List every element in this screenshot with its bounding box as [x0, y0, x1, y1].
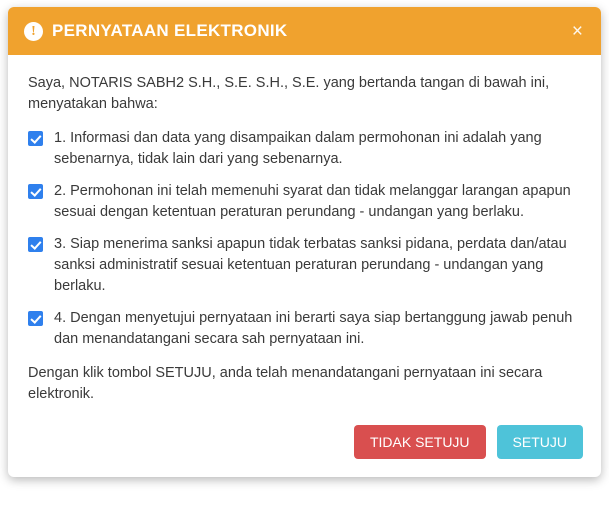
dialog-header — [8, 7, 601, 55]
statement-checkbox-3[interactable] — [28, 237, 43, 252]
statement-text-4: 4. Dengan menyetujui pernyataan ini berarti saya siap bertanggung jawab penuh dan menandatangani secara sah pernyataan ini. — [54, 310, 573, 348]
exclamation-icon: ! — [24, 22, 43, 41]
statement-checkbox-2[interactable] — [28, 184, 43, 199]
statement-list — [28, 128, 581, 350]
list-item — [28, 308, 581, 350]
dialog-footer — [8, 411, 601, 477]
agree-button[interactable]: SETUJU — [497, 425, 583, 459]
list-item — [28, 234, 581, 297]
dialog-body — [8, 55, 601, 411]
dialog-header-left — [24, 21, 568, 41]
close-icon[interactable]: × — [568, 20, 587, 43]
statement-text-2: 2. Permohonan ini telah memenuhi syarat dan tidak melanggar larangan apapun sesuai dengan ketentuan peraturan perundang - undangan yang berlaku. — [54, 183, 571, 221]
outro-text: Dengan klik tombol SETUJU, anda telah menandatangani pernyataan ini secara elektronik. — [28, 365, 543, 403]
list-item — [28, 128, 581, 170]
intro-text: Saya, NOTARIS SABH2 S.H., S.E. S.H., S.E. yang bertanda tangan di bawah ini, menyatakan bahwa: — [28, 75, 550, 113]
electronic-statement-dialog — [8, 7, 601, 477]
statement-checkbox-1[interactable] — [28, 131, 43, 146]
statement-text-1: 1. Informasi dan data yang disampaikan dalam permohonan ini adalah yang sebenarnya, tidak lain dari yang sebenarnya. — [54, 130, 542, 168]
dialog-title: PERNYATAAN ELEKTRONIK — [52, 21, 288, 40]
disagree-button[interactable]: TIDAK SETUJU — [354, 425, 486, 459]
statement-text-3: 3. Siap menerima sanksi apapun tidak terbatas sanksi pidana, perdata dan/atau sanksi administratif sesuai ketentuan peraturan perundang - undangan yang berlaku. — [54, 236, 567, 295]
list-item — [28, 181, 581, 223]
statement-checkbox-4[interactable] — [28, 311, 43, 326]
